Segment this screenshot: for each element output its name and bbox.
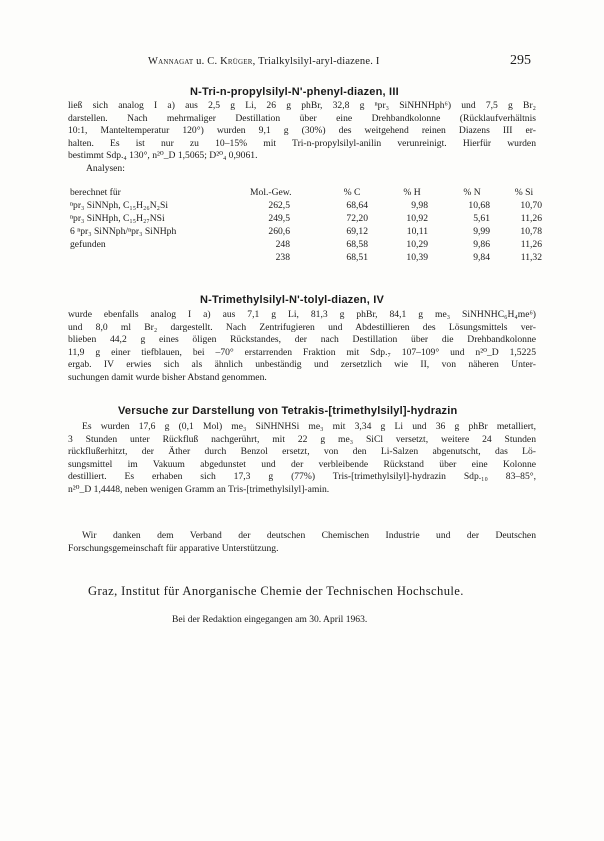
table-cell: ⁿpr₃ SiNHph, C₁₅H₂₇NSi [70,213,165,224]
acknowledgement [68,530,536,555]
ack-line: Forschungsgemeinschaft für apparative Unterstützung. [68,542,279,554]
table-cell: 11,26 [520,239,542,250]
header-cell: % H [403,187,421,198]
table-cell: 11,32 [520,252,542,263]
table-cell: 260,6 [268,226,290,237]
table-cell: 10,39 [406,252,428,263]
paragraph-line: 10:1, Manteltemperatur 120°) wurden 9,1 g (30%) des weitgehend reinen Diazens III er- [68,125,536,137]
header-cell: Mol.-Gew. [250,187,292,198]
paragraph-line: ließ sich analog I a) aus 2,5 g Li, 26 g phBr, 32,8 g ⁿpr₃ SiNHNHph⁶) und 7,5 g Br₂ [68,100,536,111]
paragraph-line: Es wurden 17,6 g (0,1 Mol) me₃ SiNHNHSi me₃ mit 3,34 g Li und 36 g phBr metalliert, [82,421,536,432]
paragraph-line: bestimmt Sdp.₄ 130°, n²⁰_D 1,5065; D²⁰₄ 0,9061. [68,150,258,162]
header-title: , Trialkylsilyl-aryl-diazene. I [252,56,380,67]
running-header [148,56,380,67]
header-cell: % N [463,187,481,198]
header-cell: % Si [514,187,534,198]
table-cell: 248 [275,239,290,250]
table-cell: 11,26 [520,213,542,224]
table-cell: 262,5 [268,200,290,211]
page-number: 295 [510,53,531,68]
analysen-label: Analysen: [86,162,125,174]
table-cell: 69,12 [346,226,368,237]
table-cell: 10,29 [406,239,428,250]
header-mid: u. C. [193,56,221,67]
paragraph-line: sungsmittel im Vakuum abgedunstet und der verbleibende Rückstand über eine Kolonne [68,458,536,470]
paragraph-line: blieben 44,2 g eines öligen Rückstandes, der nach Destillation über die Drehbandkolonne [68,334,536,346]
paragraph-line: ergab. IV erwies sich als ähnlich unbeständig und zersetzlich wie II, von näheren Unter- [68,359,536,371]
table-cell: 10,92 [406,213,428,224]
section2-paragraph [68,309,536,385]
table-cell: 10,11 [406,226,428,237]
paragraph-line: halten. Es ist nur zu 10–15% mit Tri-n-propylsilyl-anilin verunreinigt. Hierfür wurden [68,137,536,149]
table-cell: 9,86 [473,239,490,250]
paragraph-line: suchungen damit wurde bisher Abstand genommen. [68,371,267,383]
paragraph-line: und 8,0 ml Br₂ dargestellt. Nach Zentrifugieren und Abdestillieren des Lösungsmittels ver- [68,321,536,333]
paragraph-line: destilliert. Es erhaben sich 17,3 g (77%) Tris-[trimethylsilyl]-hydrazin Sdp.₁₀ 83–85°, [68,471,536,483]
section1-paragraph [68,100,536,176]
table-cell: 10,78 [520,226,542,237]
section1-heading: N-Tri-n-propylsilyl-N'-phenyl-diazen, III [190,86,399,98]
header-author1: Wannagat [148,56,194,67]
table-cell: 9,99 [473,226,490,237]
paragraph-line: rückflußerhitzt, der Äther durch Benzol ersetzt, von den Li-Salzen abgenutscht, das Lö- [68,446,536,458]
received-date: Bei der Redaktion eingegangen am 30. April 1963. [172,614,368,625]
header-cell: % C [343,187,361,198]
table-cell: 68,58 [346,239,368,250]
table-cell: 9,98 [411,200,428,211]
header-cell: berechnet für [70,187,121,198]
table-cell: ⁿpr₃ SiNNph, C₁₅H₂₆N₂Si [70,200,168,211]
section3-paragraph [68,421,536,497]
table-cell: 68,51 [346,252,368,263]
table-cell: 249,5 [268,213,290,224]
header-author2: Krüger [220,56,253,67]
table-cell: 72,20 [346,213,368,224]
table-cell: 9,84 [473,252,490,263]
paragraph-line: n²⁰_D 1,4448, neben wenigen Gramm an Tris-[trimethylsilyl]-amin. [68,483,330,495]
table-cell: 6 ⁿpr₃ SiNNph/ⁿpr₃ SiNHph [70,226,177,237]
paragraph-line: 11,9 g einer tiefblauen, bei –70° erstarrenden Fraktion mit Sdp.₇ 107–109° und n²⁰_D 1,5225 [68,346,536,358]
table-cell: 68,64 [346,200,368,211]
institution-line: Graz, Institut für Anorganische Chemie der Technischen Hochschule. [88,584,464,598]
paragraph-line: darstellen. Nach mehrmaliger Destillation über eine Drehbandkolonne (Rücklaufverhältnis [68,112,536,124]
section2-heading: N-Trimethylsilyl-N'-tolyl-diazen, IV [200,294,385,306]
section3-heading: Versuche zur Darstellung von Tetrakis-[trimethylsilyl]-hydrazin [118,405,458,417]
table-cell: 10,70 [520,200,542,211]
paragraph-line: wurde ebenfalls analog I a) aus 7,1 g Li, 81,3 g phBr, 84,1 g me₃ SiNHNHC₆H₄me⁶) [68,309,536,320]
ack-line: Wir danken dem Verband der deutschen Chemischen Industrie und der Deutschen [82,530,536,541]
table-cell: gefunden [70,239,106,250]
table-cell: 238 [275,252,290,263]
table-cell: 5,61 [473,213,490,224]
table-cell: 10,68 [468,200,490,211]
paragraph-line: 3 Stunden unter Rückfluß nachgerührt, mit 22 g me₃ SiCl versetzt, weitere 24 Stunden [68,433,536,445]
